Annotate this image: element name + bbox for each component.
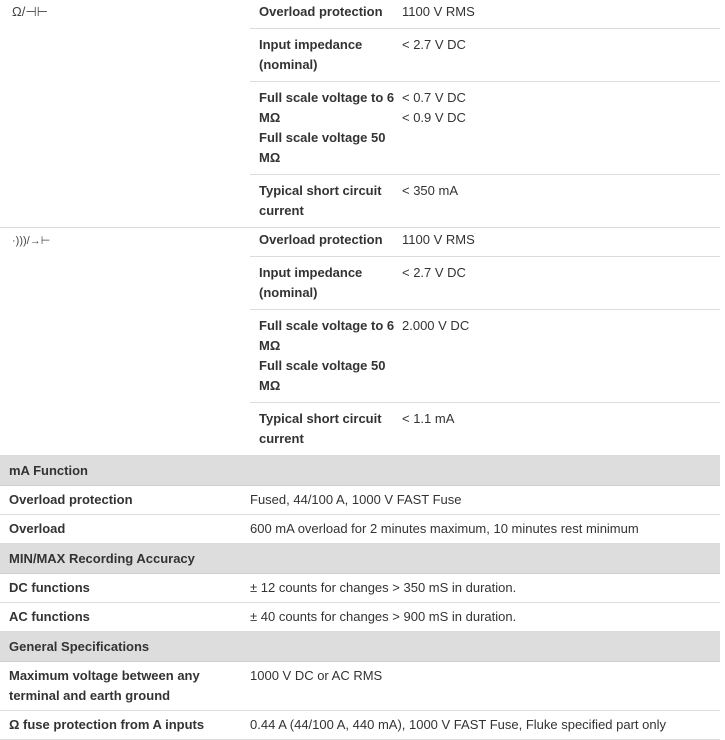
spec-group-ohms <box>0 0 720 228</box>
row-value: ± 12 counts for changes > 350 mS in duration. <box>250 580 517 595</box>
sub-row <box>250 174 720 227</box>
sub-row <box>250 0 720 28</box>
sub-row-label: Overload protection <box>259 4 383 19</box>
table-row <box>0 603 720 632</box>
section-header-general: General Specifications <box>0 632 720 662</box>
row-value: 0.44 A (44/100 A, 440 mA), 1000 V FAST Fuse, Fluke specified part only <box>250 717 666 732</box>
sub-row <box>250 256 720 309</box>
row-label: Maximum voltage between any terminal and earth ground <box>9 668 200 703</box>
ohm-capacitance-icon: Ω/⊣⊢ <box>12 4 48 19</box>
sub-row-label: Full scale voltage to 6 MΩ Full scale voltage 50 MΩ <box>259 318 395 393</box>
sub-row-value: < 1.1 mA <box>402 411 455 426</box>
sub-row <box>250 402 720 455</box>
table-row <box>0 711 720 740</box>
sub-row-label: Input impedance (nominal) <box>259 37 363 72</box>
sub-row-label: Typical short circuit current <box>259 411 382 446</box>
row-value: ± 40 counts for changes > 900 mS in duration. <box>250 609 517 624</box>
sub-row-label: Full scale voltage to 6 MΩ Full scale voltage 50 MΩ <box>259 90 395 165</box>
row-label: Ω fuse protection from A inputs <box>9 717 205 732</box>
sub-row-label: Input impedance (nominal) <box>259 265 363 300</box>
table-row <box>0 574 720 603</box>
sub-row-value: 1100 V RMS <box>402 232 475 247</box>
ohm-capacitance-symbol <box>0 0 250 227</box>
sub-row <box>250 309 720 402</box>
row-label: Overload <box>9 521 66 536</box>
sub-row-value: < 350 mA <box>402 183 459 198</box>
sub-row <box>250 81 720 174</box>
row-label: DC functions <box>9 580 90 595</box>
row-value: 1000 V DC or AC RMS <box>250 668 383 683</box>
sub-row <box>250 28 720 81</box>
section-header-minmax: MIN/MAX Recording Accuracy <box>0 544 720 574</box>
sub-row-label: Typical short circuit current <box>259 183 382 218</box>
sub-row-value: 1100 V RMS <box>402 4 475 19</box>
table-row <box>0 486 720 515</box>
table-row <box>0 662 720 711</box>
continuity-diode-symbol <box>0 228 250 455</box>
row-label: Overload protection <box>9 492 133 507</box>
row-label: AC functions <box>9 609 90 624</box>
sub-row-value: < 2.7 V DC <box>402 37 466 52</box>
group-continuity-rows <box>250 228 720 455</box>
continuity-diode-icon: ·)))/→⊢ <box>12 235 51 247</box>
sub-row-value: < 2.7 V DC <box>402 265 466 280</box>
sub-row-label: Overload protection <box>259 232 383 247</box>
sub-row <box>250 228 720 256</box>
table-row <box>0 515 720 544</box>
row-value: 600 mA overload for 2 minutes maximum, 10 minutes rest minimum <box>250 521 639 536</box>
spec-group-continuity <box>0 228 720 456</box>
group-ohms-rows <box>250 0 720 227</box>
sub-row-value: 2.000 V DC <box>402 318 470 333</box>
sub-row-value: < 0.7 V DC < 0.9 V DC <box>402 90 466 125</box>
section-header-ma-function: mA Function <box>0 456 720 486</box>
row-value: Fused, 44/100 A, 1000 V FAST Fuse <box>250 492 462 507</box>
